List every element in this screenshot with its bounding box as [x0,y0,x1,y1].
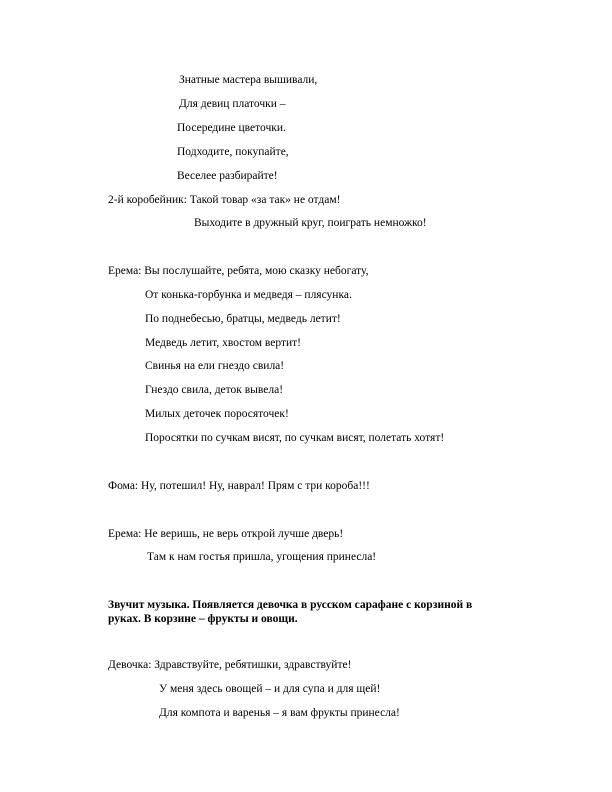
text-line: Свинья на ели гнездо свила! [145,360,285,372]
text-line: Фома: Ну, потешил! Ну, наврал! Прям с три короба!!! [108,480,370,492]
stage-direction-line: Звучит музыка. Появляется девочка в русском сарафане с корзиной в [108,599,473,611]
text-line: Выходите в дружный круг, поиграть немножко! [194,217,427,229]
text-line: По поднебесью, братцы, медведь летит! [145,313,341,325]
text-line: У меня здесь овощей – и для супа и для щей! [159,683,381,695]
text-line: Веселее разбирайте! [177,170,278,182]
text-line: Для компота и варенья – я вам фрукты принесла! [159,707,400,719]
text-line: Подходите, покупайте, [177,146,289,158]
text-line: Ерема: Не веришь, не верь открой лучше дверь! [108,528,344,540]
text-line: Для девиц платочки – [179,98,286,110]
text-line: Девочка: Здравствуйте, ребятишки, здравствуйте! [108,659,352,671]
text-line: Там к нам гостья пришла, угощения принесла! [147,551,377,563]
text-line: Поросятки по сучкам висят, по сучкам висят, полетать хотят! [145,432,445,444]
stage-direction-line: руках. В корзине – фрукты и овощи. [108,613,298,625]
text-line: Гнездо свила, деток вывела! [145,384,284,396]
text-line: 2-й коробейник: Такой товар «за так» не отдам! [108,194,341,206]
text-line: Знатные мастера вышивали, [179,74,318,86]
text-line: Посередине цветочки. [177,122,286,134]
text-line: Ерема: Вы послушайте, ребята, мою сказку небогату, [108,265,369,277]
text-line: Медведь летит, хвостом вертит! [145,337,301,349]
text-line: От конька-горбунка и медведя – плясунка. [145,289,352,301]
text-line: Милых деточек поросяточек! [145,408,289,420]
